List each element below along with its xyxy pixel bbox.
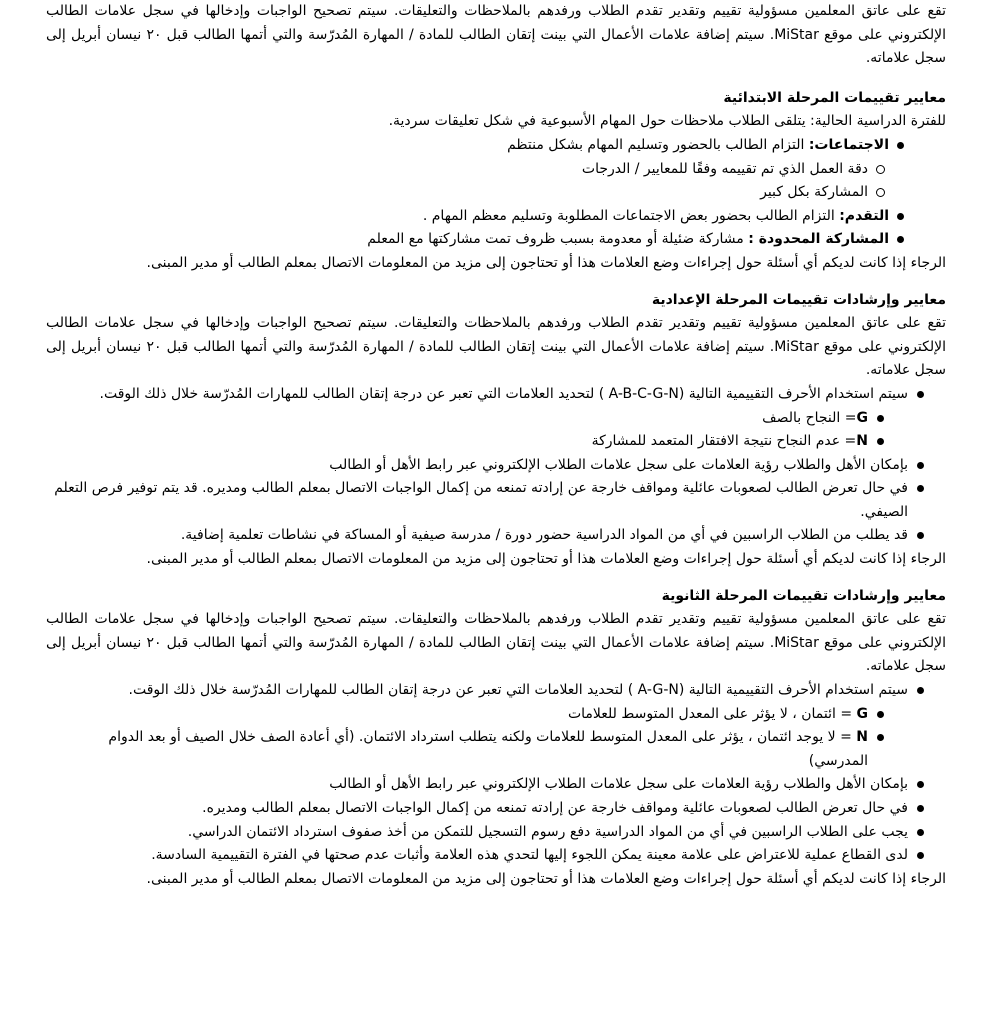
high-contact: الرجاء إذا كانت لديكم أي أسئلة حول إجراءات وضع العلامات هذا أو تحتاجون إلى مزيد من المعلومات الاتصال بمعلم الطالب أو مدير المبنى. — [146, 870, 946, 887]
g-text: = ائتمان ، لا يؤثر على المعدل المتوسط للعلامات — [567, 705, 857, 722]
n-label: N — [856, 433, 868, 450]
bullet-icon — [917, 805, 924, 812]
n-text: = عدم النجاح نتيجة الافتقار المتعمد للمشاركة — [591, 433, 857, 450]
bullet-icon — [877, 734, 884, 741]
grades-code: A-B-C-G-N — [604, 385, 679, 402]
bullet-icon — [897, 142, 904, 149]
bullet-icon — [917, 687, 924, 694]
progress-label: التقدم: — [839, 207, 889, 224]
list-item — [46, 773, 946, 797]
hardship-text: في حال تعرض الطالب لصعوبات عائلية ومواقف خارجة عن إرادته تمنعه من إكمال الواجبات الاتصال بمعلم الطالب ومديره. قد يتم توفير فرص التعلم الصيفي. — [54, 480, 908, 520]
n-text: = لا يوجد ائتمان ، يؤثر على المعدل المتوسط للعلامات ولكنه يتطلب استرداد الائتمان. (أي أعادة الصف خلال الصيف أو بعد الدوام المدرسي) — [108, 729, 868, 769]
bullet-icon — [917, 391, 924, 398]
limited-text: مشاركة ضئيلة أو معدومة بسبب ظروف تمت مشاركتها مع المعلم — [367, 231, 749, 248]
bullet-icon — [877, 415, 884, 422]
bullet-icon — [917, 532, 924, 539]
progress-text: التزام الطالب بحضور بعض الاجتماعات المطلوبة وتسليم معظم المهام . — [422, 207, 840, 224]
g-label: G — [856, 705, 868, 722]
list-item — [46, 205, 946, 229]
n-label: N — [856, 729, 868, 746]
meetings-label: الاجتماعات: — [808, 136, 889, 153]
middle-intro: تقع على عاتق المعلمين مسؤولية تقييم وتقدير تقدم الطلاب ورفدهم بالملاحظات والتعليقات. سيتم تصحيح الواجبات وإدخالها في سجل علامات الطالب الإلكتروني على موقع MiStar. سيتم إضافة علامات الأعمال التي بينت إتقان الطالب للمادة / المهارة المُدرّسة والتي أتمها الطالب قبل ٢٠ نيسان أبريل إلى سجل علاماته. — [46, 315, 947, 379]
primary-criteria-list — [46, 134, 946, 252]
list-item — [46, 383, 946, 407]
list-item — [46, 477, 946, 524]
grades-code: A-G-N — [633, 682, 679, 699]
high-heading: معايير وإرشادات تقييمات المرحلة الثانوية — [661, 587, 946, 604]
hardship-text: في حال تعرض الطالب لصعوبات عائلية ومواقف خارجة عن إرادته تمنعه من إكمال الواجبات الاتصال بمعلم الطالب ومديره. — [202, 800, 908, 816]
high-intro: تقع على عاتق المعلمين مسؤولية تقييم وتقدير تقدم الطلاب ورفدهم بالملاحظات والتعليقات. سيتم تصحيح الواجبات وإدخالها في سجل علامات الطالب الإلكتروني على موقع MiStar. سيتم إضافة علامات الأعمال التي بينت إتقان الطالب للمادة / المهارة المُدرّسة والتي أتمها الطالب قبل ٢٠ نيسان أبريل إلى سجل علاماته. — [46, 611, 947, 675]
bullet-icon — [917, 829, 924, 836]
list-item — [46, 454, 946, 478]
list-item — [46, 134, 946, 158]
primary-heading: معايير تقييمات المرحلة الابتدائية — [723, 89, 946, 106]
meetings-text: التزام الطالب بالحضور وتسليم المهام بشكل منتظم — [507, 136, 809, 153]
sub-item-text: دقة العمل الذي تم تقييمه وفقًا للمعايير / الدرجات — [581, 160, 868, 177]
middle-list — [46, 383, 946, 548]
bullet-icon — [917, 781, 924, 788]
sub-item-text: المشاركة بكل كبير — [760, 184, 868, 201]
hollow-bullet-icon — [876, 165, 885, 174]
parents-text: بإمكان الأهل والطلاب رؤية العلامات على سجل علامات الطلاب الإلكتروني عبر رابط الأهل أو الطالب — [329, 776, 908, 793]
bullet-icon — [917, 485, 924, 492]
list-item — [46, 797, 946, 821]
list-item — [46, 158, 946, 182]
bullet-icon — [897, 213, 904, 220]
bullet-icon — [877, 438, 884, 445]
list-item — [46, 844, 946, 868]
list-item — [46, 524, 946, 548]
parents-text: بإمكان الأهل والطلاب رؤية العلامات على سجل علامات الطلاب الإلكتروني عبر رابط الأهل أو الطالب — [329, 456, 908, 473]
bullet-icon — [877, 711, 884, 718]
list-item — [46, 181, 946, 205]
grades-text-cont: ) لتحديد العلامات التي تعبر عن درجة إتقان الطالب للمهارات المُدرّسة خلال ذلك الوقت. — [99, 385, 605, 402]
g-label: G — [856, 409, 868, 426]
list-item — [46, 821, 946, 845]
grades-text: سيتم استخدام الأحرف التقييمية التالية ( — [678, 682, 908, 699]
appeal-text: لدى القطاع عملية للاعتراض على علامة معينة يمكن اللجوء إليها لتحدي هذه العلامة وأثبات عدم صحتها في الفترة التقييمية السادسة. — [151, 847, 908, 864]
failing-text: قد يطلب من الطلاب الراسبين في أي من المواد الدراسية حضور دورة / مدرسة صيفية أو المساكة في نشاطات تعلمية إضافية. — [180, 527, 908, 544]
bullet-icon — [897, 236, 904, 243]
primary-contact: الرجاء إذا كانت لديكم أي أسئلة حول إجراءات وضع العلامات هذا أو تحتاجون إلى مزيد من المعلومات الاتصال بمعلم الطالب أو مدير المبنى. — [146, 254, 946, 271]
list-item — [46, 726, 946, 773]
primary-lead: للفترة الدراسية الحالية: يتلقى الطلاب ملاحظات حول المهام الأسبوعية في شكل تعليقات سردية. — [388, 113, 946, 130]
list-item — [46, 407, 946, 431]
grades-text: سيتم استخدام الأحرف التقييمية التالية ( — [678, 385, 908, 402]
bullet-icon — [917, 462, 924, 469]
middle-contact: الرجاء إذا كانت لديكم أي أسئلة حول إجراءات وضع العلامات هذا أو تحتاجون إلى مزيد من المعلومات الاتصال بمعلم الطالب أو مدير المبنى. — [146, 551, 946, 568]
middle-heading: معايير وإرشادات تقييمات المرحلة الإعدادية — [651, 291, 946, 308]
grades-text-cont: ) لتحديد العلامات التي تعبر عن درجة إتقان الطالب للمهارات المُدرّسة خلال ذلك الوقت. — [128, 682, 634, 699]
fees-text: يجب على الطلاب الراسبين في أي من المواد الدراسية دفع رسوم التسجيل للتمكن من أخذ صفوف استرداد الائتمان الدراسي. — [187, 823, 908, 840]
bullet-icon — [917, 852, 924, 859]
list-item — [46, 228, 946, 252]
g-text: = النجاح بالصف — [762, 409, 857, 426]
intro-paragraph: تقع على عاتق المعلمين مسؤولية تقييم وتقدير تقدم الطلاب ورفدهم بالملاحظات والتعليقات. سيتم تصحيح الواجبات وإدخالها في سجل علامات الطالب الإلكتروني على موقع MiStar. سيتم إضافة علامات الأعمال التي بينت إتقان الطالب للمادة / المهارة المُدرّسة والتي أتمها الطالب قبل ٢٠ نيسان أبريل إلى سجل علاماته. — [46, 3, 947, 67]
list-item — [46, 703, 946, 727]
limited-label: المشاركة المحدودة : — [748, 231, 889, 248]
list-item — [46, 430, 946, 454]
hollow-bullet-icon — [876, 188, 885, 197]
list-item — [46, 679, 946, 703]
high-list — [46, 679, 946, 868]
